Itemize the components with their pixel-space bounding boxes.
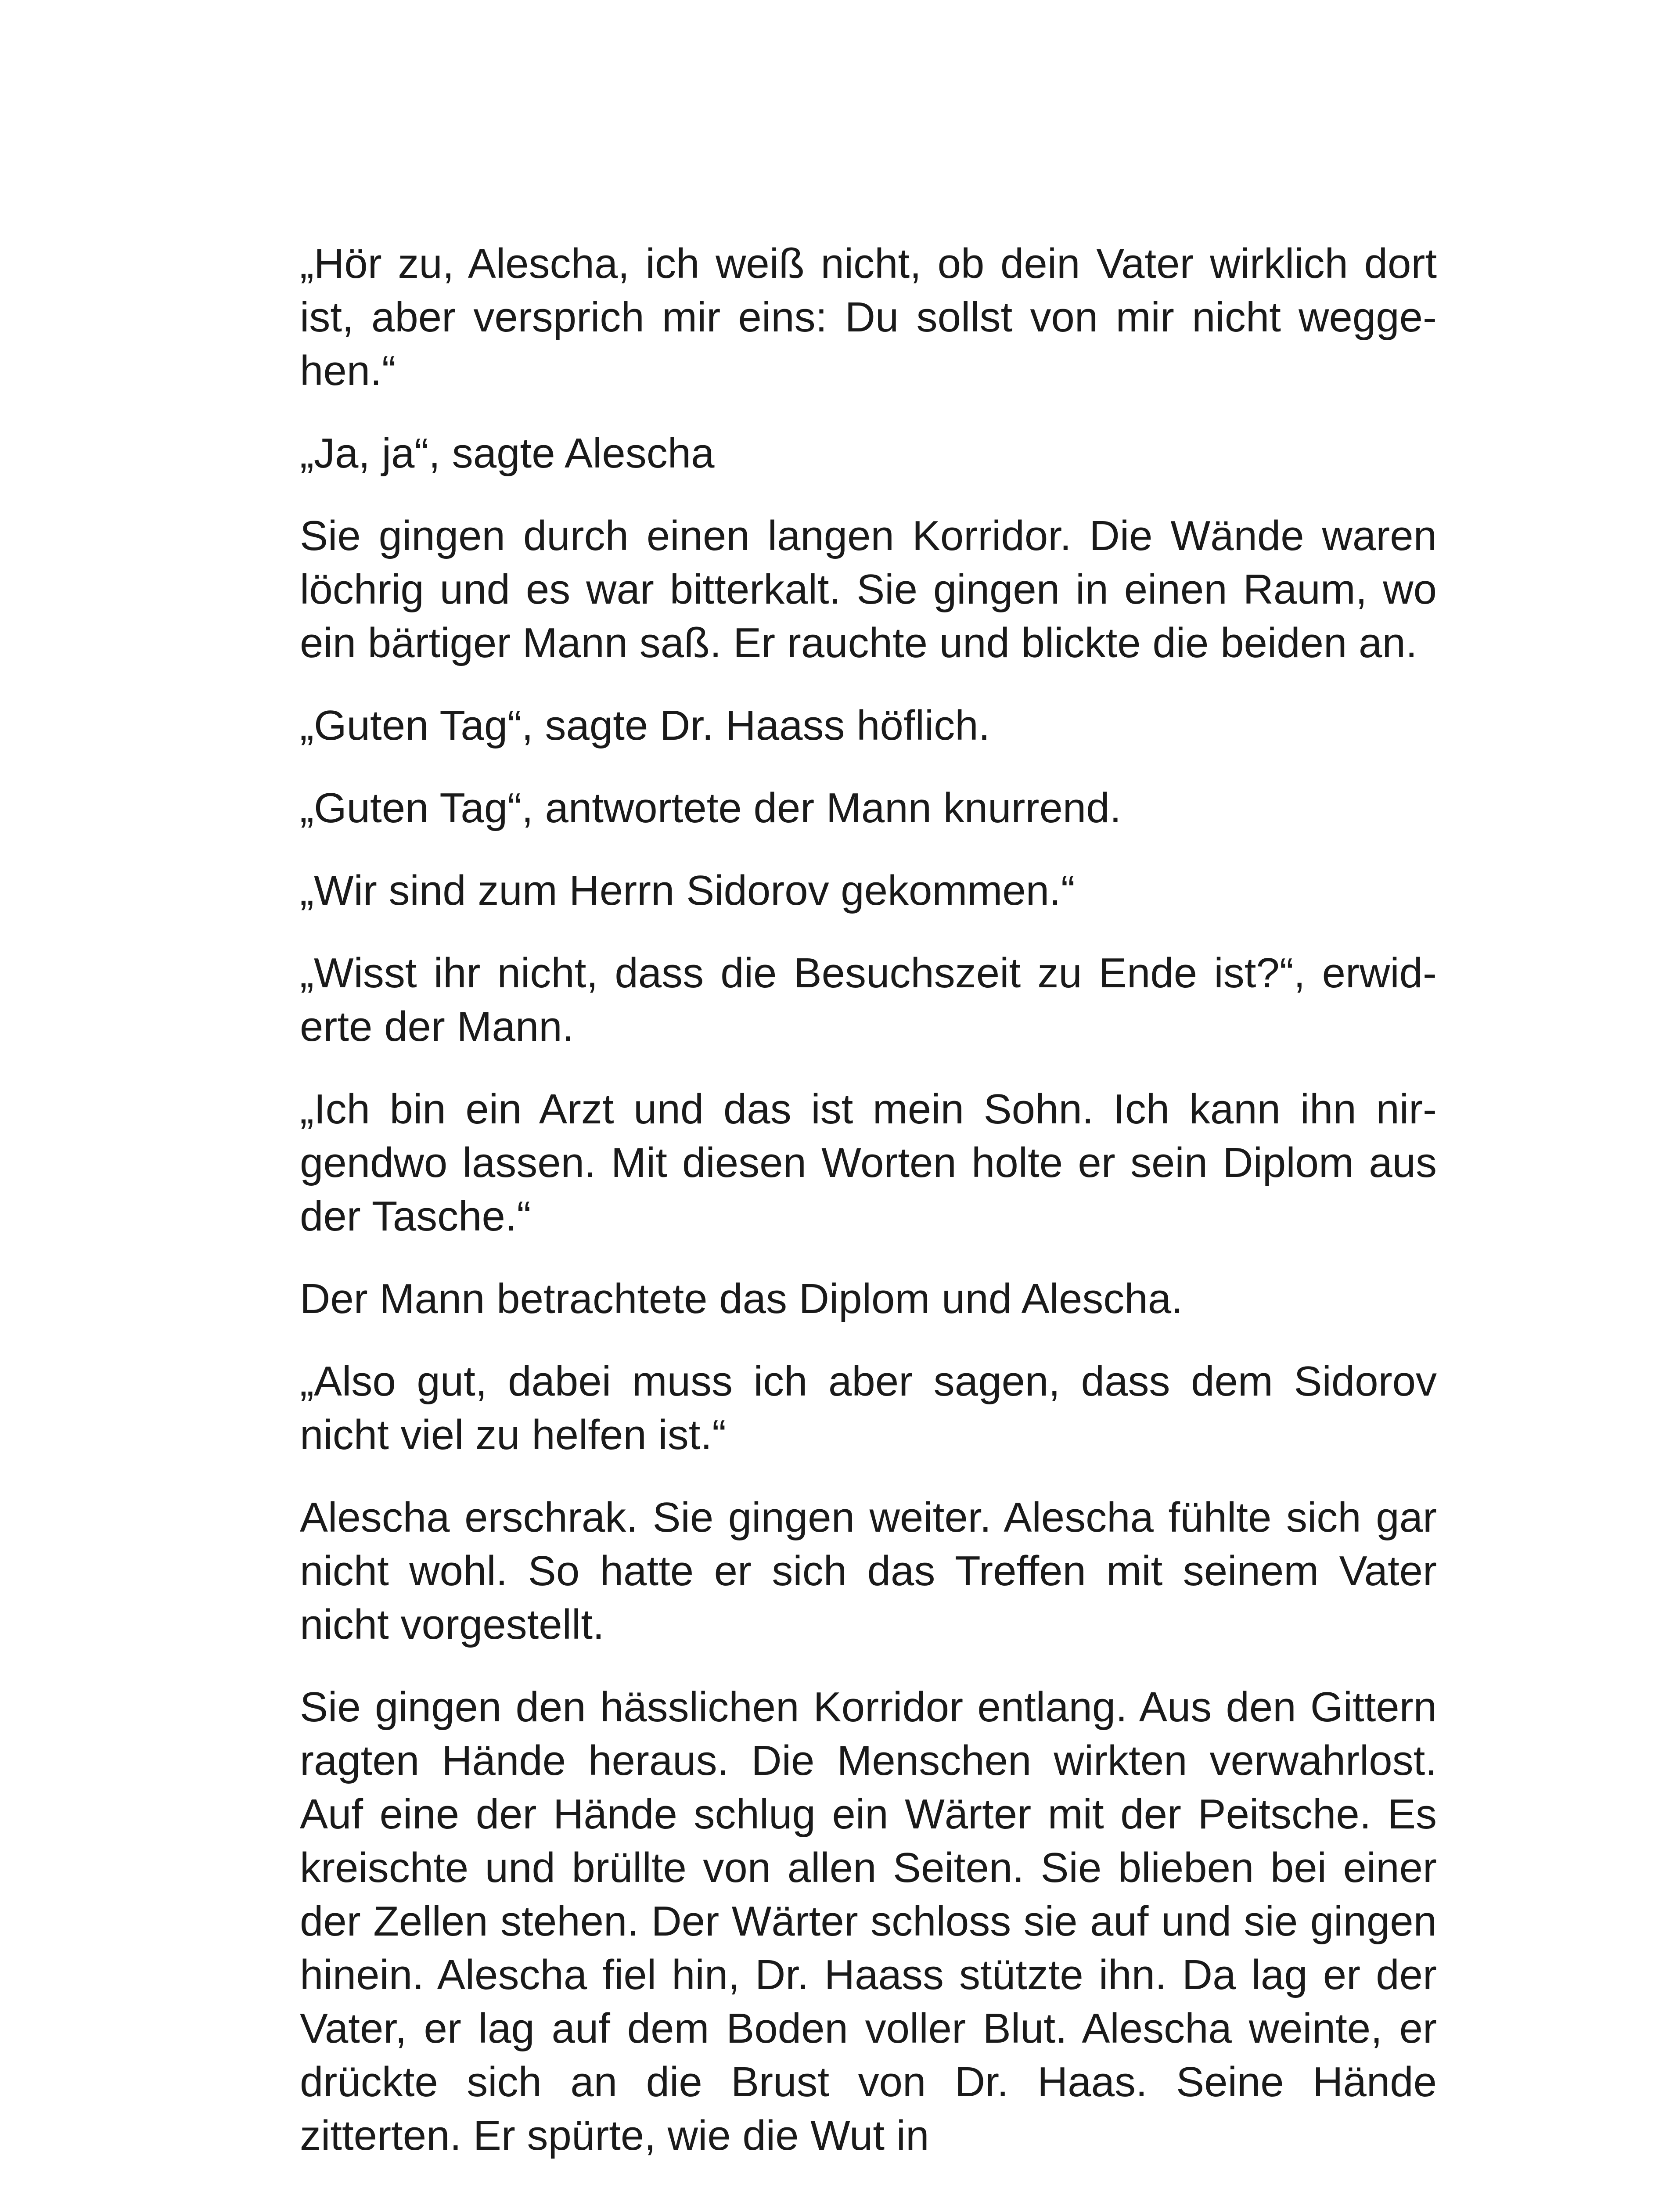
paragraph: „Also gut, dabei muss ich aber sagen, dass dem Sidorov nicht viel zu helfen ist.“ (300, 1358, 1437, 1458)
paragraph: Sie gingen durch einen langen Korridor. Die Wände waren löchrig und es war bitterkalt. Sie gingen in einen Raum, wo ein bärtiger Mann saß. Er rauchte und blickte die beiden an. (300, 512, 1437, 666)
body-text (300, 237, 1437, 2191)
paragraph: „Hör zu, Alescha, ich weiß nicht, ob dein Vater wirklich dort ist, aber versprich mir eins: Du sollst von mir nicht weggehen.“ (300, 240, 1437, 394)
paragraph: „Wisst ihr nicht, dass die Besuchszeit zu Ende ist?“, erwiderte der Mann. (300, 950, 1437, 1050)
paragraph: „Ja, ja“, sagte Alescha (300, 430, 715, 477)
paragraph: „Guten Tag“, sagte Dr. Haass höflich. (300, 702, 990, 749)
paragraph: Alescha erschrak. Sie gingen weiter. Alescha fühlte sich gar nicht wohl. So hatte er sich das Treffen mit seinem Vater nicht vorgestellt. (300, 1494, 1437, 1648)
paragraph: Der Mann betrachtete das Diplom und Alescha. (300, 1275, 1183, 1322)
paragraph: „Guten Tag“, antwortete der Mann knurrend. (300, 784, 1122, 831)
paragraph: Sie gingen den hässlichen Korridor entlang. Aus den Gittern ragten Hände heraus. Die Menschen wirkten verwahrlost. Auf eine der Hände schlug ein Wärter mit der Peitsche. Es kreischte und brüllte von allen Seiten. Sie blieben bei einer der Zellen stehen. Der Wärter schloss sie auf und sie gingen hinein. Alescha fiel hin, Dr. Haass stützte ihn. Da lag er der Vater, er lag auf dem Boden voller Blut. Alescha weinte, er drückte sich an die Brust von Dr. Haas. Seine Hände zitterten. Er spürte, wie die Wut in (300, 1684, 1437, 2159)
paragraph: „Ich bin ein Arzt und das ist mein Sohn. Ich kann ihn nirgendwo lassen. Mit diesen Worten holte er sein Diplom aus der Tasche.“ (300, 1086, 1437, 1240)
paragraph: „Wir sind zum Herrn Sidorov gekommen.“ (300, 867, 1075, 914)
